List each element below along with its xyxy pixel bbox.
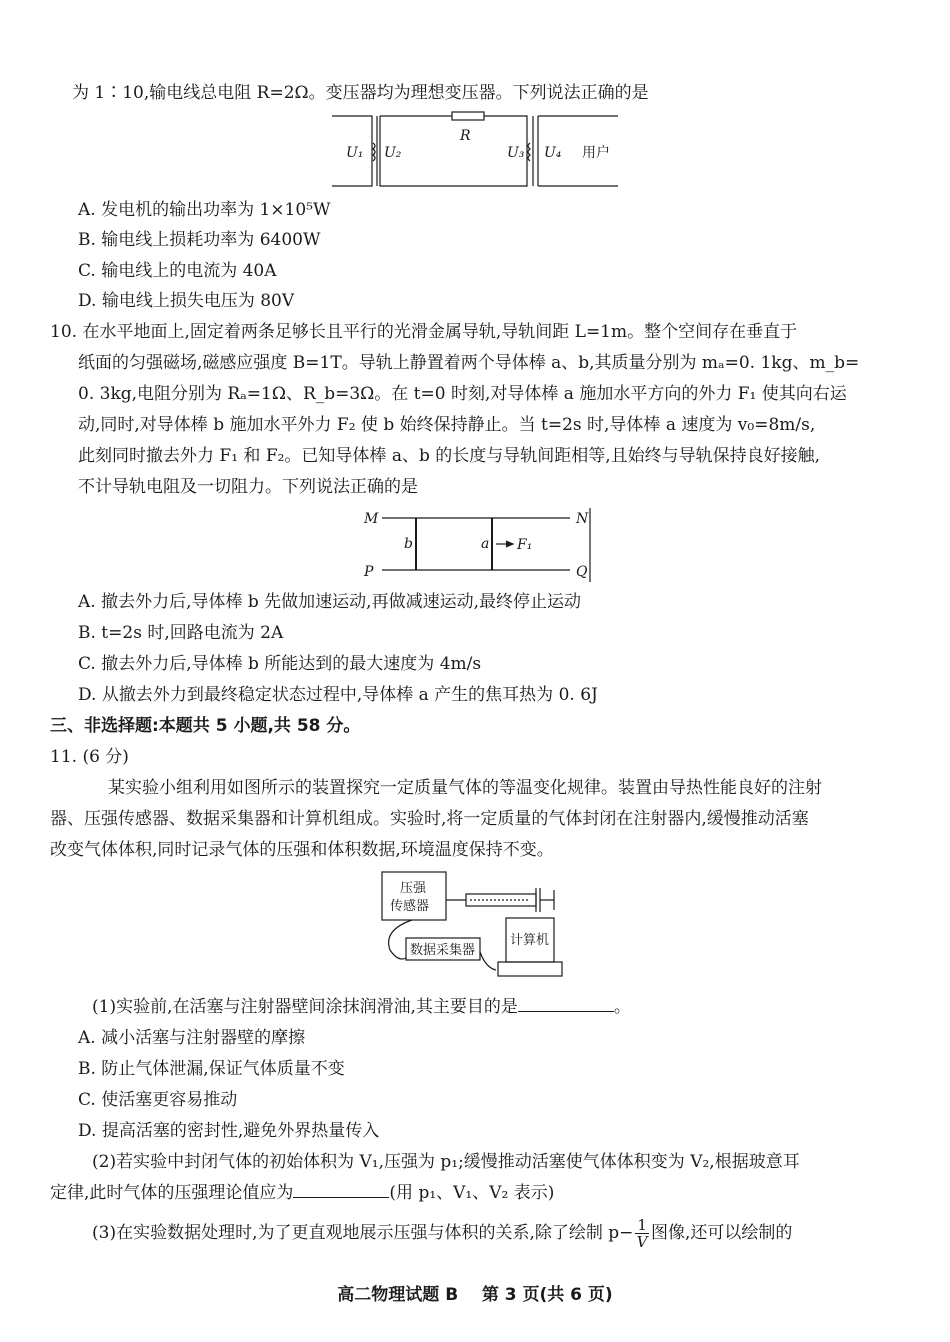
answer-blank-2[interactable] [293,1183,389,1198]
rails-diagram [360,508,592,582]
label-m: M [364,511,379,527]
transformer-circuit-diagram [332,113,618,189]
label-computer: 计算机 [510,933,550,948]
q11-sub1-option-d: D. 提高活塞的密封性,避免外界热量传入 [78,1121,380,1141]
label-sensor: 传感器 [390,899,430,914]
fraction-one-over-v [635,1217,649,1250]
q11-sub1-end: 。 [613,997,631,1017]
q10-option-c: C. 撤去外力后,导体棒 b 所能达到的最大速度为 4m/s [78,654,482,674]
q11-sub3 [92,1216,792,1250]
q11-header: 11. (6 分) [50,747,129,767]
q11-sub2-line-1: (2)若实验中封闭气体的初始体积为 V₁,压强为 p₁;缓慢推动活塞使气体体积变为 V₂,根据玻意耳 [92,1152,800,1172]
section-heading: 三、非选择题:本题共 5 小题,共 58 分。 [50,716,361,736]
q11-para-2: 器、压强传感器、数据采集器和计算机组成。实验时,将一定质量的气体封闭在注射器内,缓慢推动活塞 [50,809,809,829]
label-u4: U₄ [544,145,562,161]
answer-blank-1[interactable] [518,997,614,1012]
q11-sub2-text: 定律,此时气体的压强理论值应为 [50,1183,294,1203]
q10-line-6: 不计导轨电阻及一切阻力。下列说法正确的是 [78,477,418,497]
label-rod-a: a [481,536,490,552]
fraction-numerator: 1 [637,1216,647,1234]
label-u1: U₁ [346,145,364,161]
q10-line-3: 0. 3kg,电阻分别为 Rₐ=1Ω、R_b=3Ω。在 t=0 时刻,对导体棒 a 施加水平方向的外力 F₁ 使其向右运 [78,384,847,404]
q11-sub2-hint: (用 p₁、V₁、V₂ 表示) [389,1183,555,1203]
q9-option-b: B. 输电线上损耗功率为 6400W [78,230,321,250]
label-collector: 数据采集器 [410,943,476,958]
label-rod-b: b [404,536,413,552]
label-user: 用户 [582,145,610,161]
label-n: N [576,511,589,527]
q11-sub1-option-b: B. 防止气体泄漏,保证气体质量不变 [78,1059,345,1079]
q9-option-d: D. 输电线上损失电压为 80V [78,291,295,311]
label-u2: U₂ [384,145,402,161]
q11-sub1 [92,996,631,1018]
q11-sub1-text: (1)实验前,在活塞与注射器壁间涂抹润滑油,其主要目的是 [92,997,518,1017]
label-p: P [364,564,374,580]
q11-sub1-option-a: A. 减小活塞与注射器壁的摩擦 [78,1028,306,1048]
q9-intro: 为 1∶10,输电线总电阻 R=2Ω。变压器均为理想变压器。下列说法正确的是 [72,83,649,103]
q11-sub1-option-c: C. 使活塞更容易推动 [78,1090,238,1110]
q10-line-2: 纸面的匀强磁场,磁感应强度 B=1T。导轨上静置着两个导体棒 a、b,其质量分别为 mₐ=0. 1kg、m_b= [78,353,860,373]
q11-sub3-tail: 图像,还可以绘制的 [650,1223,793,1243]
q9-option-c: C. 输电线上的电流为 40A [78,261,277,281]
q10-option-d: D. 从撤去外力到最终稳定状态过程中,导体棒 a 产生的焦耳热为 0. 6J [78,685,598,705]
q10-option-a: A. 撤去外力后,导体棒 b 先做加速运动,再做减速运动,最终停止运动 [78,592,581,612]
q11-sub3-text: (3)在实验数据处理时,为了更直观地展示压强与体积的关系,除了绘制 p− [92,1223,634,1243]
q11-sub2-line-2 [50,1182,554,1204]
label-r: R [460,128,471,144]
q10-line-5: 此刻同时撤去外力 F₁ 和 F₂。已知导体棒 a、b 的长度与导轨间距相等,且始终与导轨保持良好接触, [78,446,821,466]
q10-line-4: 动,同时,对导体棒 b 施加水平外力 F₂ 使 b 始终保持静止。当 t=2s 时,导体棒 a 速度为 v₀=8m/s, [78,415,816,435]
q11-para-3: 改变气体体积,同时记录气体的压强和体积数据,环境温度保持不变。 [50,840,554,860]
q9-option-a: A. 发电机的输出功率为 1×10⁵W [78,200,331,220]
q10-line-1: 10. 在水平地面上,固定着两条足够长且平行的光滑金属导轨,导轨间距 L=1m。整个空间存在垂直于 [50,322,798,342]
page-footer: 高二物理试题 B 第 3 页(共 6 页) [337,1285,613,1305]
fraction-denominator: V [636,1233,648,1251]
label-q: Q [576,564,588,580]
q10-option-b: B. t=2s 时,回路电流为 2A [78,623,284,643]
label-u3: U₃ [507,145,525,161]
apparatus-diagram [378,870,568,986]
q11-para-1: 某实验小组利用如图所示的装置探究一定质量气体的等温变化规律。装置由导热性能良好的注射 [108,778,822,798]
label-f1: F₁ [517,537,533,553]
label-pressure: 压强 [400,881,427,896]
